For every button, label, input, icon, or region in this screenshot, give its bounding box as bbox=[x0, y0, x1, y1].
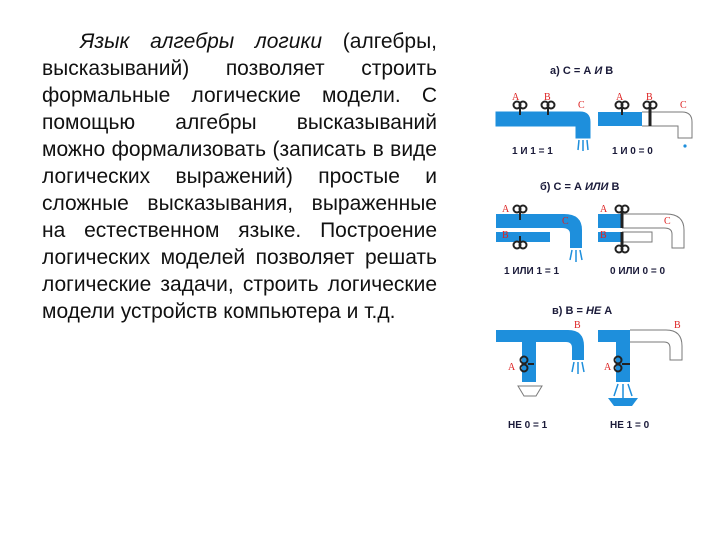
label-a: А bbox=[600, 204, 608, 215]
faucet-not-open bbox=[496, 320, 584, 431]
label-a: А bbox=[512, 92, 520, 103]
label-b: В bbox=[646, 92, 653, 103]
faucet-and-open bbox=[496, 92, 590, 157]
label-b: В bbox=[574, 320, 581, 331]
pipe-empty bbox=[622, 214, 684, 248]
equation-not-0: НЕ 0 = 1 bbox=[508, 420, 548, 431]
water-stream bbox=[614, 384, 618, 396]
label-b: В bbox=[544, 92, 551, 103]
label-a: А bbox=[616, 92, 624, 103]
caption-not: в) В = НЕ А bbox=[552, 305, 613, 317]
water-stream bbox=[572, 362, 574, 372]
pipe-empty bbox=[630, 330, 682, 360]
pipe-filled bbox=[598, 330, 630, 382]
faucet-not-closed bbox=[598, 320, 682, 431]
water-stream bbox=[570, 250, 572, 260]
description-text bbox=[42, 28, 437, 325]
label-b: В bbox=[600, 230, 607, 241]
label-a: А bbox=[508, 362, 516, 373]
label-a: А bbox=[604, 362, 612, 373]
water-stream bbox=[578, 140, 579, 150]
basin-empty bbox=[518, 386, 542, 396]
water-drop bbox=[683, 144, 686, 147]
label-c: С bbox=[664, 216, 671, 227]
label-a: А bbox=[502, 204, 510, 215]
logic-operations-figure bbox=[490, 60, 705, 440]
equation-not-1: НЕ 1 = 0 bbox=[610, 420, 650, 431]
faucet-diagram bbox=[490, 60, 705, 440]
label-c: С bbox=[680, 100, 687, 111]
equation-or-true: 1 ИЛИ 1 = 1 bbox=[504, 266, 560, 277]
description-paragraph bbox=[42, 28, 437, 325]
equation-and-true: 1 И 1 = 1 bbox=[512, 146, 553, 157]
caption-and: а) С = А И В bbox=[550, 65, 614, 77]
description-body: (алгебры, высказываний) позволяет строить формальные логические модели. С помощью алгебры высказываний можно формализовать (записать в виде логических выражений) простые и сложные высказывания, выраженные на естественном языке. Построение логических моделей позволяет решать логические задачи, строить логические модели устройств компьютера и т.д. bbox=[42, 30, 438, 323]
label-c: С bbox=[562, 216, 569, 227]
equation-or-false: 0 ИЛИ 0 = 0 bbox=[610, 266, 666, 277]
basin-full bbox=[608, 398, 638, 406]
label-b: В bbox=[674, 320, 681, 331]
label-b: В bbox=[502, 230, 509, 241]
pipe-filled bbox=[598, 112, 642, 126]
pipe-upper bbox=[496, 214, 582, 248]
caption-or: б) С = А ИЛИ В bbox=[540, 181, 620, 193]
faucet-or-open bbox=[496, 204, 582, 277]
pipe bbox=[496, 330, 584, 382]
label-c: С bbox=[578, 100, 585, 111]
faucet-or-closed bbox=[598, 204, 684, 277]
pipe bbox=[496, 112, 590, 138]
faucet-and-closed bbox=[598, 92, 692, 157]
term-logic-algebra-language: Язык алгебры логики bbox=[80, 30, 323, 53]
equation-and-false: 1 И 0 = 0 bbox=[612, 146, 653, 157]
